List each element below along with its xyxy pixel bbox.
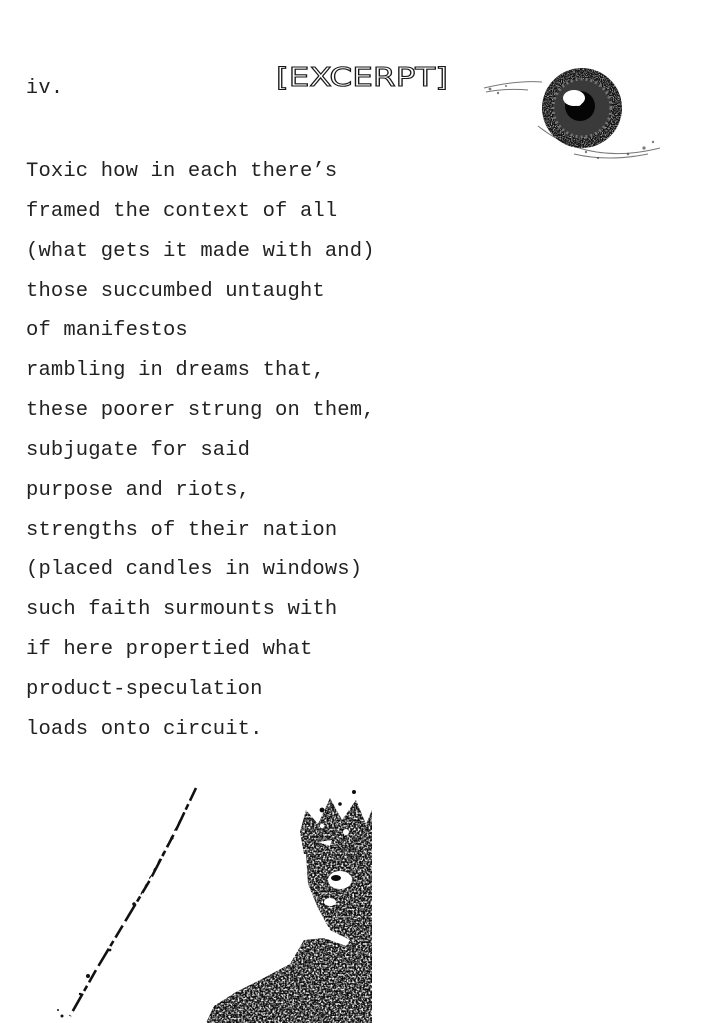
scratch-line — [57, 788, 196, 1018]
poem-line: loads onto circuit. — [26, 717, 263, 741]
excerpt-heading-text: [EXCERPT] — [276, 63, 448, 93]
excerpt-heading — [272, 56, 454, 96]
poem-line: (placed candles in windows) — [26, 558, 363, 582]
poem-line: strengths of their nation — [26, 518, 338, 542]
poem-line: if here propertied what — [26, 638, 313, 662]
poem-line: product-speculation — [26, 677, 263, 701]
crowned-figure-collage-icon — [0, 780, 724, 1023]
poem-line: Toxic how in each there’s — [26, 160, 338, 183]
poem-line: (what gets it made with and) — [26, 239, 375, 263]
poem-line: such faith surmounts with — [26, 598, 338, 622]
section-number: iv. — [26, 77, 64, 100]
poem-line: framed the context of all — [26, 199, 338, 223]
poem — [26, 152, 375, 750]
poem-line: these poorer strung on them, — [26, 399, 375, 423]
poem-line: rambling in dreams that, — [26, 359, 325, 383]
eye-icon — [478, 62, 668, 168]
poem-line: those succumbed untaught — [26, 279, 325, 303]
poem-line: of manifestos — [26, 319, 188, 343]
poem-line: subjugate for said — [26, 438, 251, 462]
poem-line: purpose and riots, — [26, 478, 251, 502]
